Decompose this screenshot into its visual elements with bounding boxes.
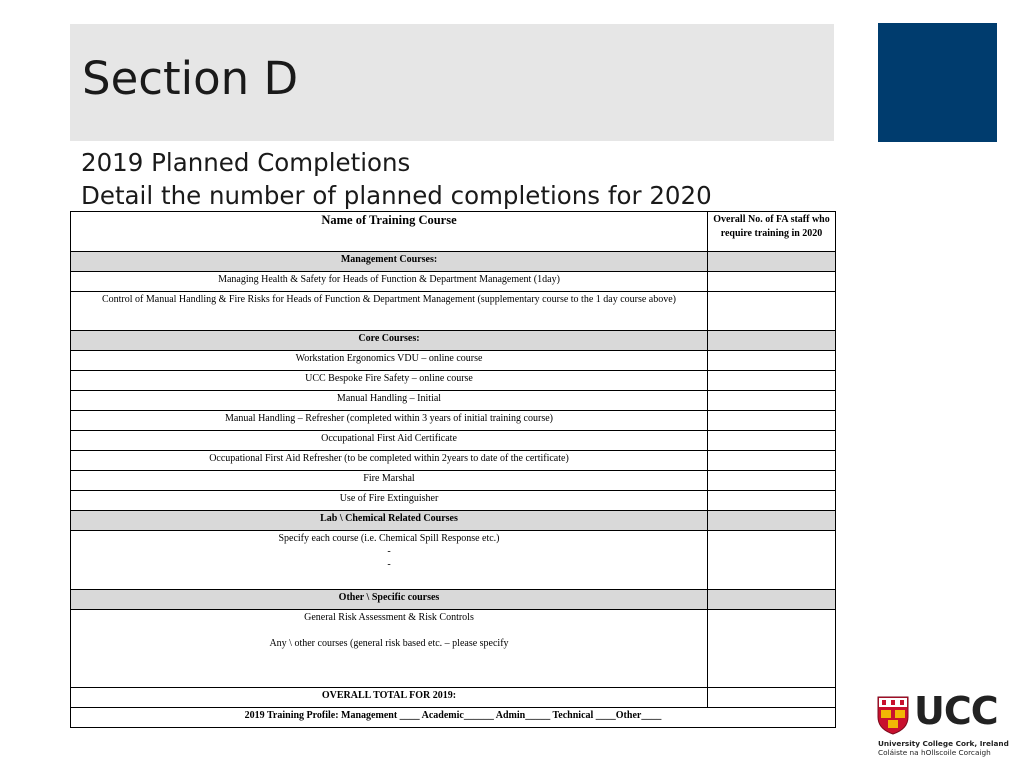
lab-specify-cell bbox=[71, 531, 708, 590]
table-header-row bbox=[71, 212, 836, 252]
placeholder-dash: - bbox=[387, 559, 391, 570]
section-label: Core Courses: bbox=[71, 331, 708, 351]
course-name: Use of Fire Extinguisher bbox=[71, 491, 708, 511]
count-cell[interactable] bbox=[708, 411, 836, 431]
course-name: Manual Handling – Initial bbox=[71, 391, 708, 411]
count-cell[interactable] bbox=[708, 331, 836, 351]
placeholder-dash: - bbox=[387, 546, 391, 557]
section-row-core bbox=[71, 331, 836, 351]
section-row-lab bbox=[71, 511, 836, 531]
training-profile-label: 2019 Training Profile: Management ____ Academic______ Admin_____ Technical ____Other____ bbox=[71, 708, 836, 728]
ucc-wordmark: UCC bbox=[914, 689, 998, 733]
count-cell[interactable] bbox=[708, 471, 836, 491]
count-cell[interactable] bbox=[708, 491, 836, 511]
university-name-irish: Coláiste na hOllscoile Corcaigh bbox=[878, 748, 991, 757]
course-name: UCC Bespoke Fire Safety – online course bbox=[71, 371, 708, 391]
table-row bbox=[71, 292, 836, 331]
course-name: Workstation Ergonomics VDU – online course bbox=[71, 351, 708, 371]
training-table bbox=[70, 211, 836, 728]
count-cell[interactable] bbox=[708, 292, 836, 331]
section-label: Lab \ Chemical Related Courses bbox=[71, 511, 708, 531]
course-name: Specify each course (i.e. Chemical Spill Response etc.) bbox=[278, 533, 500, 544]
overall-total-row bbox=[71, 688, 836, 708]
count-cell[interactable] bbox=[708, 272, 836, 292]
course-name: Any \ other courses (general risk based etc. – please specify bbox=[269, 638, 509, 649]
accent-square bbox=[878, 23, 997, 142]
count-cell[interactable] bbox=[708, 451, 836, 471]
count-cell[interactable] bbox=[708, 391, 836, 411]
table-row bbox=[71, 411, 836, 431]
table-row bbox=[71, 531, 836, 590]
course-name: Occupational First Aid Refresher (to be completed within 2years to date of the certificate) bbox=[71, 451, 708, 471]
subtitle-line-2: Detail the number of planned completions for 2020 bbox=[81, 181, 712, 210]
section-row-management bbox=[71, 252, 836, 272]
count-cell[interactable] bbox=[708, 531, 836, 590]
table-row bbox=[71, 471, 836, 491]
count-cell[interactable] bbox=[708, 431, 836, 451]
overall-total-label: OVERALL TOTAL FOR 2019: bbox=[71, 688, 708, 708]
column-header-course-name: Name of Training Course bbox=[71, 212, 708, 252]
university-name: University College Cork, Ireland bbox=[878, 739, 1009, 748]
title-band bbox=[70, 24, 834, 141]
table-row bbox=[71, 451, 836, 471]
course-name: General Risk Assessment & Risk Controls bbox=[304, 612, 474, 623]
page-title: Section D bbox=[82, 52, 299, 105]
training-profile-row bbox=[71, 708, 836, 728]
course-name: Occupational First Aid Certificate bbox=[71, 431, 708, 451]
course-name: Fire Marshal bbox=[71, 471, 708, 491]
course-name: Control of Manual Handling & Fire Risks for Heads of Function & Department Management (supplementary course to the 1 day course above) bbox=[71, 292, 708, 331]
table-row bbox=[71, 391, 836, 411]
subtitle bbox=[81, 146, 841, 212]
count-cell[interactable] bbox=[708, 511, 836, 531]
other-courses-cell bbox=[71, 610, 708, 688]
section-row-other bbox=[71, 590, 836, 610]
table-row bbox=[71, 371, 836, 391]
table-row bbox=[71, 491, 836, 511]
table-row bbox=[71, 272, 836, 292]
count-cell[interactable] bbox=[708, 252, 836, 272]
column-header-staff-count: Overall No. of FA staff who require training in 2020 bbox=[708, 212, 836, 252]
table-row bbox=[71, 351, 836, 371]
table-row bbox=[71, 610, 836, 688]
section-label: Other \ Specific courses bbox=[71, 590, 708, 610]
course-name: Managing Health & Safety for Heads of Function & Department Management (1day) bbox=[71, 272, 708, 292]
count-cell[interactable] bbox=[708, 590, 836, 610]
count-cell[interactable] bbox=[708, 351, 836, 371]
ucc-logo bbox=[876, 689, 1009, 757]
section-label: Management Courses: bbox=[71, 252, 708, 272]
course-name: Manual Handling – Refresher (completed within 3 years of initial training course) bbox=[71, 411, 708, 431]
subtitle-line-1: 2019 Planned Completions bbox=[81, 148, 411, 177]
ucc-crest-icon bbox=[876, 695, 910, 735]
table-row bbox=[71, 431, 836, 451]
count-cell[interactable] bbox=[708, 610, 836, 688]
total-count-cell[interactable] bbox=[708, 688, 836, 708]
count-cell[interactable] bbox=[708, 371, 836, 391]
